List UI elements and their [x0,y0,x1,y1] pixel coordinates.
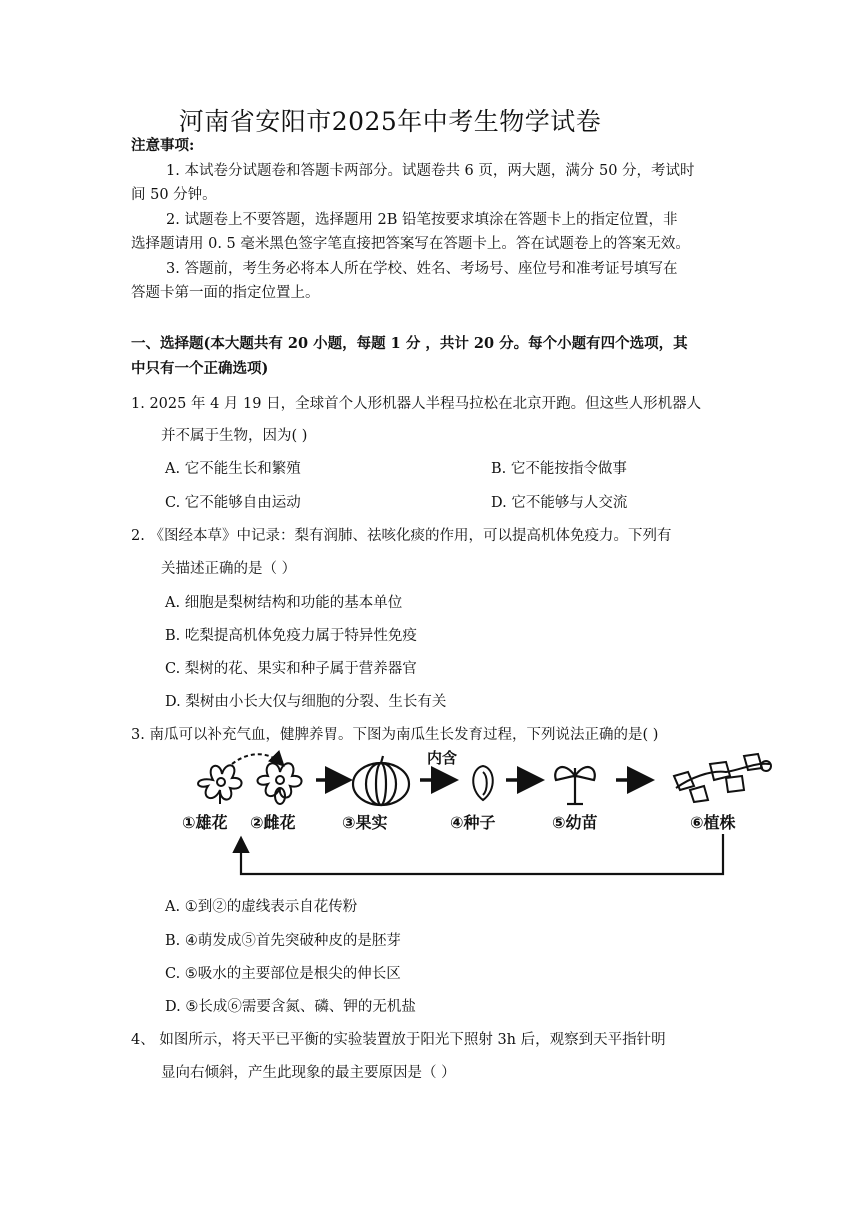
label-seedling: ⑤幼苗 [552,813,598,832]
male-flower-icon [198,765,241,804]
section-heading-cont: 中只有一个正确选项) [131,360,269,377]
label-male-flower: ①雄花 [182,813,228,832]
notice-line: 答题卡第一面的指定位置上。 [131,285,320,301]
q4-stem-cont: 显向右倾斜，产生此现象的最主要原因是（ ） [161,1065,456,1081]
notice-line: 选择题请用 0. 5 毫米黑色签字笔直接把答案写在答题卡上。答在试题卷上的答案无效。 [131,236,690,252]
q3-option-d: D. ⑤长成⑥需要含氮、磷、钾的无机盐 [165,999,416,1015]
q2-option-b: B. 吃梨提高机体免疫力属于特异性免疫 [165,628,417,644]
seed-icon [473,766,493,800]
q4-stem: 4、 如图所示，将天平已平衡的实验装置放于阳光下照射 3h 后，观察到天平指针明 [131,1032,666,1048]
q1-stem-cont: 并不属于生物，因为( ) [161,428,308,444]
q3-option-b: B. ④萌发成⑤首先突破种皮的是胚芽 [165,933,401,949]
notice-line: 间 50 分钟。 [131,187,217,203]
label-fruit: ③果实 [342,813,388,832]
q2-option-d: D. 梨树由小长大仅与细胞的分裂、生长有关 [165,694,447,710]
pumpkin-fruit-icon [353,756,409,805]
q1-option-b: B. 它不能按指令做事 [491,461,627,477]
q3-option-a: A. ①到②的虚线表示自花传粉 [165,899,358,915]
plant-icon [674,754,771,802]
q1-option-d: D. 它不能够与人交流 [491,495,628,511]
arrow-label: 内含 [427,750,458,767]
q3-option-c: C. ⑤吸水的主要部位是根尖的伸长区 [165,966,401,982]
q1-stem: 1. 2025 年 4 月 19 日，全球首个人形机器人半程马拉松在北京开跑。但这些人形机器人 [131,396,702,412]
exam-title: 河南省安阳市2025年中考生物学试卷 [178,107,602,136]
q1-option-c: C. 它不能够自由运动 [165,495,301,511]
pumpkin-lifecycle-diagram [170,750,780,884]
q2-option-a: A. 细胞是梨树结构和功能的基本单位 [165,595,403,611]
notice-line: 2. 试题卷上不要答题，选择题用 2B 铅笔按要求填涂在答题卡上的指定位置，非 [166,212,678,228]
q2-option-c: C. 梨树的花、果实和种子属于营养器官 [165,661,417,677]
notice-line: 3. 答题前，考生务必将本人所在学校、姓名、考场号、座位号和准考证号填写在 [166,261,678,277]
label-plant: ⑥植株 [690,813,736,832]
q2-stem-cont: 关描述正确的是（ ） [161,561,297,577]
label-female-flower: ②雌花 [250,813,296,832]
q2-stem: 2. 《图经本草》中记录：梨有润肺、祛咳化痰的作用，可以提高机体免疫力。下列有 [131,528,672,544]
seedling-icon [555,767,595,804]
label-seed: ④种子 [450,813,496,832]
notice-heading: 注意事项: [131,137,195,154]
female-flower-icon [258,763,302,804]
q3-stem: 3. 南瓜可以补充气血，健脾养胃。下图为南瓜生长发育过程，下列说法正确的是( ) [131,727,659,743]
cycle-return-arrow [241,834,723,874]
notice-line: 1. 本试卷分试题卷和答题卡两部分。试题卷共 6 页，两大题，满分 50 分，考试时 [166,163,695,179]
q1-option-a: A. 它不能生长和繁殖 [165,461,301,477]
section-heading: 一、选择题(本大题共有 20 小题，每题 1 分 ，共计 20 分。每个小题有四个选项，其 [131,335,688,352]
